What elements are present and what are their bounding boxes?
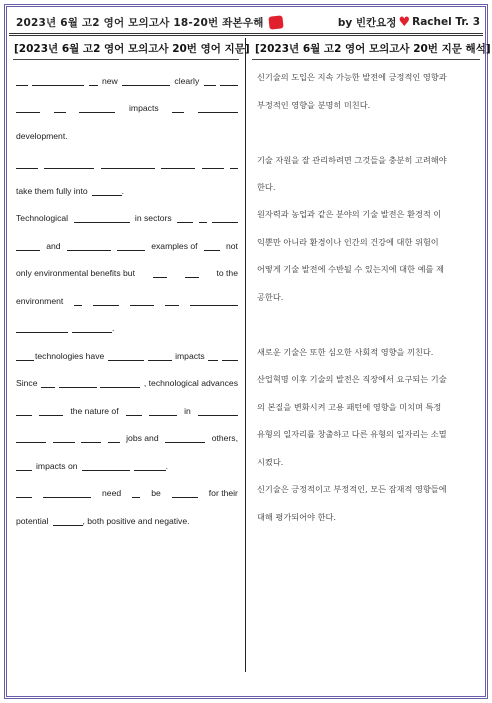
passage-word: impacts on (36, 461, 78, 471)
passage-word: be (151, 488, 161, 498)
answer-blank[interactable] (53, 516, 83, 526)
passage-word: for their (208, 488, 238, 498)
column-divider (245, 38, 246, 672)
passage-word: new (101, 76, 118, 86)
translation-line: 신기술은 긍정적이고 부정적인, 모든 잠재적 영향들에 (257, 484, 447, 494)
answer-blank[interactable] (153, 268, 167, 278)
answer-blank[interactable] (108, 433, 120, 443)
answer-blank[interactable] (32, 76, 84, 86)
answer-blank[interactable] (172, 488, 198, 498)
passage-word: in sectors (134, 213, 172, 223)
answer-blank[interactable] (54, 103, 66, 113)
header-rule-secondary (9, 35, 483, 36)
passage-line (16, 72, 238, 86)
answer-blank[interactable] (92, 186, 125, 196)
passage-line (16, 402, 238, 416)
answer-blank[interactable] (117, 241, 145, 251)
answer-blank[interactable] (16, 488, 32, 498)
answer-blank[interactable] (108, 351, 144, 361)
passage-word: impacts (175, 351, 205, 361)
author-credit (338, 15, 480, 30)
passage-word: to the (216, 268, 238, 278)
answer-blank[interactable] (204, 241, 220, 251)
answer-blank[interactable] (198, 103, 238, 113)
passage-line (16, 429, 238, 443)
page-title: 2023년 6월 고2 영어 모의고사 18-20번 좌본우해 (16, 16, 264, 29)
translation-line: 공한다. (257, 292, 284, 302)
answer-blank[interactable] (149, 406, 177, 416)
answer-blank[interactable] (16, 351, 34, 361)
passage-word: clearly (174, 76, 200, 86)
translation-line: 기술 자원을 잘 관리하려면 그것들을 충분히 고려해야 (257, 155, 447, 165)
answer-blank[interactable] (220, 76, 238, 86)
answer-blank[interactable] (165, 296, 179, 306)
passage-word: , both positive and negative. (82, 516, 190, 526)
answer-blank[interactable] (130, 296, 154, 306)
passage-line (16, 457, 238, 471)
answer-blank[interactable] (132, 488, 140, 498)
answer-blank[interactable] (204, 76, 216, 86)
answer-blank[interactable] (185, 268, 199, 278)
passage-word: others, (211, 433, 238, 443)
answer-blank[interactable] (177, 213, 193, 223)
passage-line (16, 374, 238, 388)
answer-blank[interactable] (101, 159, 155, 169)
translation-line: 새로운 기술은 또한 심오한 사회적 영향을 끼친다. (257, 347, 434, 357)
answer-blank[interactable] (212, 213, 238, 223)
answer-blank[interactable] (199, 213, 207, 223)
answer-blank[interactable] (16, 433, 46, 443)
korean-translation-title: [2023년 6월 고2 영어 모의고사 20번 지문 해석] (255, 43, 491, 55)
answer-blank[interactable] (59, 378, 97, 388)
korean-title-rule (252, 59, 480, 60)
answer-blank[interactable] (67, 241, 111, 251)
answer-blank[interactable] (16, 76, 28, 86)
translation-line: 산업혁명 이후 기술의 발전은 직장에서 요구되는 기술 (257, 374, 447, 384)
answer-blank[interactable] (134, 461, 166, 471)
answer-blank[interactable] (16, 103, 40, 113)
passage-line (16, 182, 238, 196)
answer-blank[interactable] (82, 461, 130, 471)
translation-line: 시켰다. (257, 457, 284, 467)
answer-blank[interactable] (79, 103, 115, 113)
header-rule (9, 33, 483, 34)
passage-word: development. (16, 131, 68, 141)
passage-line (16, 292, 238, 306)
answer-blank[interactable] (93, 296, 119, 306)
translation-line: 신기술의 도입은 지속 가능한 발전에 긍정적인 영향과 (257, 72, 447, 82)
page-header (16, 12, 480, 32)
answer-blank[interactable] (190, 296, 238, 306)
by-label: by 빈칸요정 (337, 16, 397, 29)
answer-blank[interactable] (81, 433, 101, 443)
answer-blank[interactable] (39, 406, 63, 416)
answer-blank[interactable] (148, 351, 172, 361)
author-name: Rachel Tr. 3 (412, 16, 480, 28)
answer-blank[interactable] (41, 378, 55, 388)
passage-line (16, 209, 238, 223)
answer-blank[interactable] (161, 159, 195, 169)
passage-word: take them fully into (16, 186, 88, 196)
passage-line (16, 347, 238, 361)
passage-line (16, 127, 238, 141)
answer-blank[interactable] (44, 159, 94, 169)
passage-word: in (184, 406, 191, 416)
passage-word: impacts (129, 103, 159, 113)
passage-word: examples of (151, 241, 198, 251)
answer-blank[interactable] (72, 323, 115, 333)
answer-blank[interactable] (208, 351, 218, 361)
passage-word: environment (16, 296, 64, 306)
answer-blank[interactable] (89, 76, 98, 86)
translation-line: 익뿐만 아니라 환경이나 인간의 건강에 대한 위험이 (257, 237, 439, 247)
passage-word: . (121, 186, 125, 196)
passage-word: . (165, 461, 168, 471)
passage-word: Since (16, 378, 38, 388)
answer-blank[interactable] (198, 406, 238, 416)
passage-word: the nature of (70, 406, 119, 416)
passage-word: Technological (16, 213, 69, 223)
translation-line: 대해 평가되어야 한다. (257, 512, 336, 522)
english-passage-title: [2023년 6월 고2 영어 모의고사 20번 영어 지문] (14, 43, 250, 55)
answer-blank[interactable] (43, 488, 91, 498)
translation-line: 한다. (257, 182, 276, 192)
passage-line (16, 99, 238, 113)
answer-blank[interactable] (100, 378, 140, 388)
answer-blank[interactable] (16, 406, 32, 416)
passage-word: potential (16, 516, 49, 526)
translation-line: 원자력과 농업과 같은 분야의 기술 발전은 환경적 이 (257, 209, 442, 219)
passage-word: , technological advances (143, 378, 238, 388)
heart-icon: ♥ (398, 14, 411, 30)
answer-blank[interactable] (16, 323, 68, 333)
passage-line (16, 319, 238, 333)
english-title-rule (13, 59, 239, 60)
passage-word: need (102, 488, 122, 498)
answer-blank[interactable] (16, 159, 38, 169)
translation-line: 어떻게 기술 발전에 수반될 수 있는지에 대한 예를 제 (257, 264, 444, 274)
translation-line: 의 본질을 변화시켜 고용 패턴에 영향을 미치며 특정 (257, 402, 442, 412)
passage-word: only environmental benefits but (16, 268, 135, 278)
answer-blank[interactable] (165, 433, 205, 443)
answer-blank[interactable] (172, 103, 184, 113)
passage-line (16, 237, 238, 251)
passage-word: and (46, 241, 61, 251)
passage-word: jobs and (126, 433, 159, 443)
passage-line (16, 484, 238, 498)
passage-line (16, 264, 238, 278)
passage-word: not (226, 241, 238, 251)
red-highlight-mark (268, 15, 283, 29)
answer-blank[interactable] (74, 296, 82, 306)
answer-blank[interactable] (230, 159, 238, 169)
answer-blank[interactable] (53, 433, 75, 443)
answer-blank[interactable] (122, 76, 170, 86)
answer-blank[interactable] (202, 159, 224, 169)
translation-line: 부정적인 영향을 분명히 미친다. (257, 100, 371, 110)
answer-blank[interactable] (16, 461, 32, 471)
answer-blank[interactable] (126, 406, 142, 416)
answer-blank[interactable] (74, 213, 130, 223)
passage-line (16, 512, 238, 526)
passage-word: technologies have (35, 351, 105, 361)
translation-line: 유형의 일자리를 창출하고 다른 유형의 일자리는 소멸 (257, 429, 447, 439)
answer-blank[interactable] (222, 351, 238, 361)
passage-line (16, 155, 238, 169)
answer-blank[interactable] (16, 241, 40, 251)
passage-word: . (112, 323, 115, 333)
passage-phrase (16, 351, 104, 361)
